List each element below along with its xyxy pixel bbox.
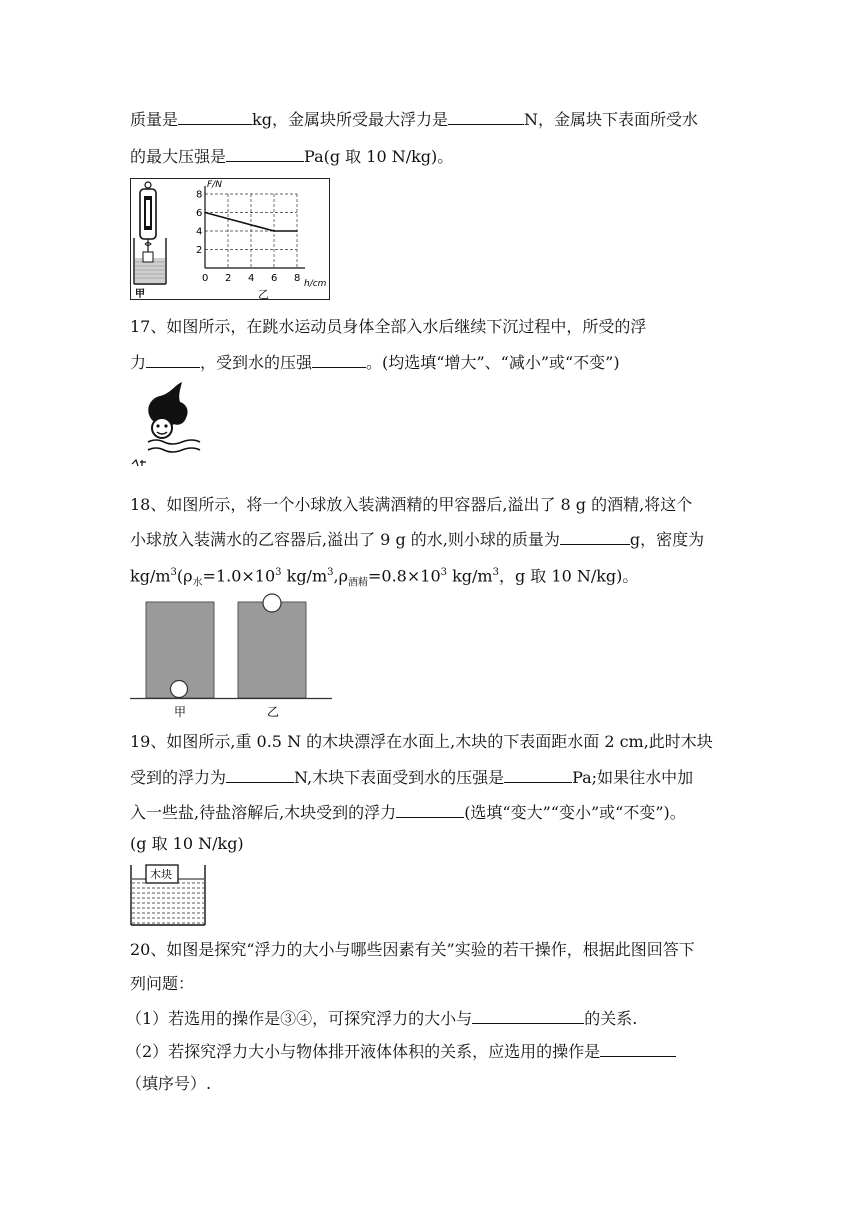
q16-figure <box>130 178 330 300</box>
q16-label-yi: 乙 <box>258 288 269 300</box>
q18-sub-alcohol: 酒精 <box>348 577 368 589</box>
q18-sup-4: 3 <box>440 567 447 578</box>
x-axis-label: h/cm <box>304 279 327 289</box>
block-figure <box>130 861 206 927</box>
x-tick-label-1: 2 <box>225 273 232 284</box>
q18-text-3e: kg/m <box>281 566 328 586</box>
q16-text-1a: 质量是 <box>130 110 179 129</box>
y-tick-label-3: 2 <box>196 245 203 256</box>
q17-line-2 <box>130 351 620 374</box>
y-tick-label-0: 8 <box>196 189 203 201</box>
q20-text-3b: 的关系. <box>584 1009 638 1028</box>
x-tick-label-3: 6 <box>271 273 278 284</box>
q18-text-3h: =0.8×10 <box>368 566 441 586</box>
q17-text-2b: ，受到水的压强 <box>200 353 313 372</box>
q17-text-2c: 。(均选填“增大”、“减小”或“不变”) <box>366 353 620 372</box>
ball-sunk-icon <box>171 681 188 698</box>
q19-line-2 <box>130 766 693 789</box>
q18-text-3i: kg/m <box>447 566 493 586</box>
q17-blank-buoyancy[interactable] <box>146 351 200 368</box>
q18-line-1: 18、如图所示，将一个小球放入装满酒精的甲容器后,溢出了 8 g 的酒精,将这个 <box>130 495 693 514</box>
x-tick-label-0: 0 <box>202 273 209 284</box>
q19-text-2c: Pa;如果往水中加 <box>572 768 694 787</box>
q16-blank-buoyancy[interactable] <box>448 108 524 125</box>
diver-figure <box>130 380 210 472</box>
q16-blank-mass[interactable] <box>178 108 252 125</box>
q20-text-3a: （1）若选用的操作是③④，可探究浮力的大小与 <box>126 1009 473 1028</box>
q18-label-yi: 乙 <box>267 705 280 719</box>
q16-line-2 <box>130 145 453 168</box>
q18-text-3d: =1.0×10 <box>202 566 276 586</box>
block-label: 木块 <box>150 868 172 881</box>
q19-blank-buoyancy[interactable] <box>226 766 294 783</box>
q16-line-1 <box>130 108 698 131</box>
x-tick-label-2: 4 <box>248 273 255 284</box>
q16-blank-pressure[interactable] <box>226 145 304 162</box>
q18-sup-2: 3 <box>275 567 282 578</box>
q16-line-chart <box>196 180 327 289</box>
q18-line-3 <box>130 562 638 595</box>
q20-blank-operations[interactable] <box>600 1040 676 1057</box>
q19-text-3a: 入一些盐,待盐溶解后,木块受到的浮力 <box>130 803 397 822</box>
data-point-1 <box>273 230 275 232</box>
data-point-0 <box>204 212 206 214</box>
y-tick-label-2: 4 <box>196 226 203 238</box>
q19-blank-change[interactable] <box>396 801 464 818</box>
q16-text-1c: N，金属块下表面所受水 <box>523 110 698 129</box>
q16-text-2b: Pa(g 取 10 N/kg)。 <box>304 147 454 166</box>
q18-text-3b: (ρ <box>176 566 193 586</box>
y-axis-label: F/N <box>207 180 222 190</box>
q18-blank-mass[interactable] <box>560 528 630 545</box>
q18-sub-water: 水 <box>192 577 203 589</box>
q18-text-3j: ，g 取 10 N/kg)。 <box>498 566 639 586</box>
spring-scale-icon <box>140 182 156 252</box>
q18-text-3f: ,ρ <box>333 566 348 586</box>
q18-label-jia: 甲 <box>174 705 187 719</box>
q20-text-4a: （2）若探究浮力大小与物体排开液体体积的关系，应选用的操作是 <box>126 1042 601 1061</box>
q17-text-2a: 力 <box>130 353 147 372</box>
q18-sup-1: 3 <box>170 567 177 578</box>
x-tick-label-4: 8 <box>294 273 301 284</box>
q20-line-5: （填序号）. <box>126 1074 212 1093</box>
q16-text-2a: 的最大压强是 <box>130 147 227 166</box>
q19-line-3 <box>130 801 686 824</box>
water-lines <box>132 883 204 923</box>
q20-line-1: 20、如图是探究“浮力的大小与哪些因素有关”实验的若干操作，根据此图回答下 <box>130 940 695 959</box>
q16-text-1b: kg，金属块所受最大浮力是 <box>252 110 448 129</box>
q19-text-3b: (选填“变大”“变小”或“不变”)。 <box>464 803 686 822</box>
q20-line-2: 列问题： <box>130 974 195 993</box>
containers-figure <box>128 592 334 720</box>
q19-line-1: 19、如图所示,重 0.5 N 的木块漂浮在水面上,木块的下表面距水面 2 cm,此时木块 <box>130 732 713 751</box>
q18-sup-3: 3 <box>327 567 334 578</box>
q16-label-jia: 甲 <box>135 289 145 300</box>
q19-text-2a: 受到的浮力为 <box>130 768 227 787</box>
q19-blank-pressure[interactable] <box>504 766 572 783</box>
q20-line-4 <box>126 1040 676 1063</box>
q18-line-2 <box>130 528 704 551</box>
q18-sup-5: 3 <box>492 567 499 578</box>
q20-line-3 <box>126 1007 637 1030</box>
data-point-2 <box>296 230 298 232</box>
container-yi <box>238 602 306 698</box>
diver-icon <box>132 382 200 466</box>
ball-floating-icon <box>263 594 281 612</box>
q17-line-1: 17、如图所示，在跳水运动员身体全部入水后继续下沉过程中，所受的浮 <box>130 317 647 336</box>
q20-blank-factor[interactable] <box>472 1007 584 1024</box>
q17-blank-pressure[interactable] <box>312 351 366 368</box>
q18-text-2b: g，密度为 <box>629 530 705 549</box>
q19-line-4: (g 取 10 N/kg) <box>130 834 244 853</box>
y-tick-label-1: 6 <box>196 208 203 219</box>
q18-text-3a: kg/m <box>130 566 171 586</box>
q18-text-2a: 小球放入装满水的乙容器后,溢出了 9 g 的水,则小球的质量为 <box>130 530 560 549</box>
q19-text-2b: N,木块下表面受到水的压强是 <box>294 768 505 787</box>
